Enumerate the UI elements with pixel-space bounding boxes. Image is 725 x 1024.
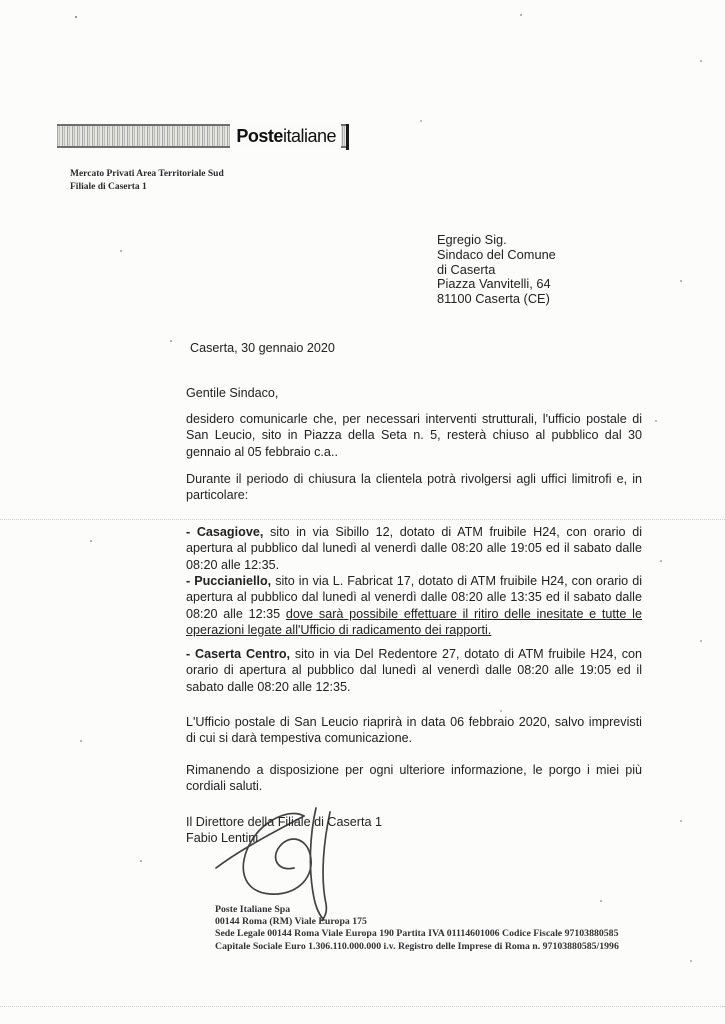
recipient-line: Piazza Vanvitelli, 64 (437, 276, 551, 292)
sender-block (70, 168, 224, 194)
company-footer (215, 904, 619, 953)
paragraph-closure-notice: desidero comunicarle che, per necessari interventi strutturali, l'ufficio postale di San Leucio, sito in Piazza della Seta n. 5, resterà chiuso al pubblico dal 30 gennaio al 05 febbraio c.a.. (186, 412, 642, 459)
signature-block (186, 815, 382, 846)
office-details: sito in via L. Fabricat 17, dotato di ATM fruibile H24, con orario di apertura al pubblico dal lunedì al venerdì dalle 08:20 alle 13:35 ed il sabato dalle 08:20 alle 12:35 (186, 574, 642, 621)
scan-artifact-line (0, 519, 725, 520)
office-name: - Puccianiello, (186, 574, 272, 588)
recipient-line: Egregio Sig. (437, 232, 507, 247)
office-details: sito in via Del Redentore 27, dotato di ATM fruibile H24, con orario di apertura al pubblico dal lunedì al venerdì dalle 08:20 alle 19:05 ed il sabato dalle 08:20 alle 12:35. (186, 647, 642, 694)
office-details: sito in via Sibillo 12, dotato di ATM fruibile H24, con orario di apertura al pubblico dal lunedì al venerdì dalle 08:20 alle 19:05 ed il sabato dalle 08:20 alle 12:35. (186, 525, 642, 572)
dateline: Caserta, 30 gennaio 2020 (190, 341, 335, 355)
paragraph-reopening-date: L'Ufficio postale di San Leucio riaprirà in data 06 febbraio 2020, salvo imprevisti di cui si darà tempestiva comunicazione. (186, 715, 642, 746)
office-note-underlined: dove sarà possibile effettuare il ritiro delle inesitate e tutte le operazioni legate all'Ufficio di radicamento dei rapporti. (186, 606, 642, 637)
logo-text-bold: Poste (236, 125, 283, 146)
sender-branch-line: Filiale di Caserta 1 (70, 182, 147, 192)
sender-area-line: Mercato Privati Area Territoriale Sud (70, 169, 224, 179)
poste-italiane-logo-bar (57, 124, 349, 148)
poste-italiane-logo (230, 124, 341, 148)
bullet-office-caserta-centro (186, 646, 642, 695)
signature-name: Fabio Lentini (186, 830, 259, 845)
paragraph-closing-greeting: Rimanendo a disposizione per ogni ulteriore informazione, le porgo i miei più cordiali saluti. (186, 763, 642, 794)
recipient-line: di Caserta (437, 261, 496, 277)
paragraph-alternative-offices-intro: Durante il periodo di chiusura la clientela potrà rivolgersi agli uffici limitrofi e, in particolare: (186, 472, 642, 503)
recipient-line: Sindaco del Comune (437, 246, 556, 262)
signature-title: Il Direttore della Filiale di Caserta 1 (186, 815, 382, 829)
scan-specks (75, 16, 77, 18)
footer-legal-line: Sede Legale 00144 Roma Viale Europa 190 Partita IVA 01114601006 Codice Fiscale 97103880585 (215, 928, 619, 940)
office-name: - Casagiove, (186, 525, 264, 539)
footer-address: 00144 Roma (RM) Viale Europa 175 (215, 916, 367, 928)
bullet-office-puccianiello (186, 573, 642, 638)
salutation: Gentile Sindaco, (186, 386, 279, 400)
footer-capital-line: Capitale Sociale Euro 1.306.110.000.000 i.v. Registro delle Imprese di Roma n. 97103880585/1996 (215, 940, 619, 952)
logo-divider-bar (346, 124, 349, 150)
scan-artifact-line (0, 1006, 725, 1007)
recipient-line: 81100 Caserta (CE) (437, 291, 550, 307)
recipient-address (437, 233, 556, 307)
logo-text-regular: italiane (282, 125, 336, 146)
footer-company-name: Poste Italiane Spa (215, 904, 291, 915)
bullet-office-casagiove (186, 524, 642, 573)
office-name: - Caserta Centro, (186, 647, 291, 661)
